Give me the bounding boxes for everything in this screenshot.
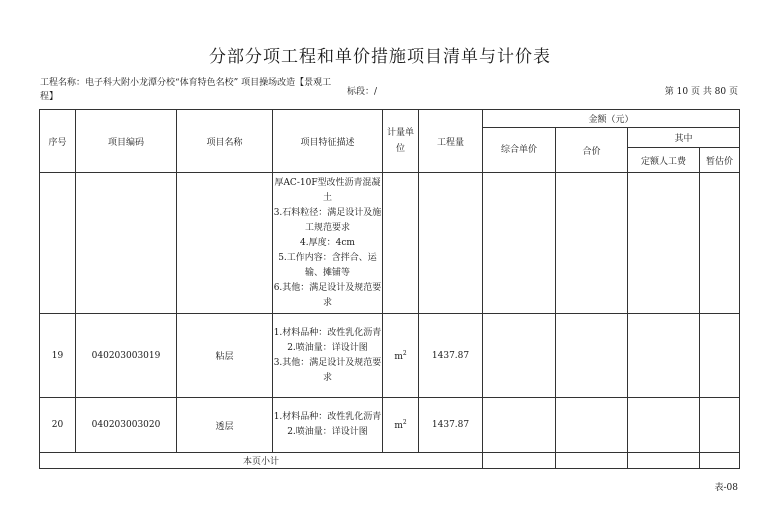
row-name: 透层: [177, 398, 273, 453]
row-desc: 厚AC-10F型改性沥青混凝土 3.石料粒径：满足设计及施工规范要求 4.厚度：4cm 5.工作内容：含拌合、运输、摊铺等 6.其他：满足设计及规范要求: [273, 173, 383, 314]
row-total: [556, 314, 628, 398]
header-provisional: 暂估价: [700, 148, 740, 173]
subtotal-labor: [628, 453, 700, 469]
project-name: 工程名称：电子科大附小龙潭分校“体育特色名校” 项目操场改造【景观工程】: [40, 78, 332, 102]
row-labor: [628, 173, 700, 314]
page-title: 分部分项工程和单价措施项目清单与计价表: [209, 47, 551, 67]
header-among: 其中: [628, 128, 740, 148]
header-unit: 计量单位: [383, 110, 419, 173]
form-number: 表-08: [714, 483, 738, 493]
row-unit: [383, 398, 419, 453]
row-composite-unit-price: [483, 173, 556, 314]
row-provisional: [700, 398, 740, 453]
row-composite-unit-price: [483, 314, 556, 398]
section-label: 标段：/: [347, 87, 378, 97]
header-code: 项目编码: [76, 110, 177, 173]
unit-exponent: 2: [402, 419, 407, 426]
header-name: 项目名称: [177, 110, 273, 173]
row-name: [177, 173, 273, 314]
table-row: [40, 398, 740, 453]
row-qty: 1437.87: [419, 314, 483, 398]
row-name: 粘层: [177, 314, 273, 398]
row-seq: 20: [40, 398, 76, 453]
bill-table: [39, 109, 740, 469]
unit-exponent: 2: [402, 349, 407, 357]
subtotal-composite: [483, 453, 556, 469]
row-code: 040203003019: [76, 314, 177, 398]
header-total: 合价: [556, 128, 628, 173]
row-qty: [419, 173, 483, 314]
row-provisional: [700, 314, 740, 398]
table-row: [40, 173, 740, 314]
header-seq: 序号: [40, 110, 76, 173]
row-unit: [383, 314, 419, 398]
row-labor: [628, 314, 700, 398]
row-unit: [383, 173, 419, 314]
row-desc: 1.材料品种：改性乳化沥青 2.喷油量：详设计图 3.其他：满足设计及规范要求: [273, 314, 383, 398]
subtotal-row: [40, 453, 740, 469]
row-code: 040203003020: [76, 398, 177, 453]
row-provisional: [700, 173, 740, 314]
subtotal-provisional: [700, 453, 740, 469]
row-labor: [628, 398, 700, 453]
unit-base: m: [394, 351, 403, 362]
row-total: [556, 398, 628, 453]
row-composite-unit-price: [483, 398, 556, 453]
row-seq: 19: [40, 314, 76, 398]
header-composite-unit-price: 综合单价: [483, 128, 556, 173]
header-amount: 金额（元）: [483, 110, 740, 128]
header-desc: 项目特征描述: [273, 110, 383, 173]
unit-base: m: [394, 421, 403, 431]
table-row: [40, 314, 740, 398]
header-labor: 定额人工费: [628, 148, 700, 173]
header-qty: 工程量: [419, 110, 483, 173]
page-counter: 第 10 页 共 80 页: [664, 87, 738, 97]
row-code: [76, 173, 177, 314]
subtotal-label: 本页小计: [40, 453, 483, 469]
row-qty: 1437.87: [419, 398, 483, 453]
row-seq: [40, 173, 76, 314]
subtotal-total: [556, 453, 628, 469]
row-desc: 1.材料品种：改性乳化沥青 2.喷油量：详设计图: [273, 398, 383, 453]
row-total: [556, 173, 628, 314]
